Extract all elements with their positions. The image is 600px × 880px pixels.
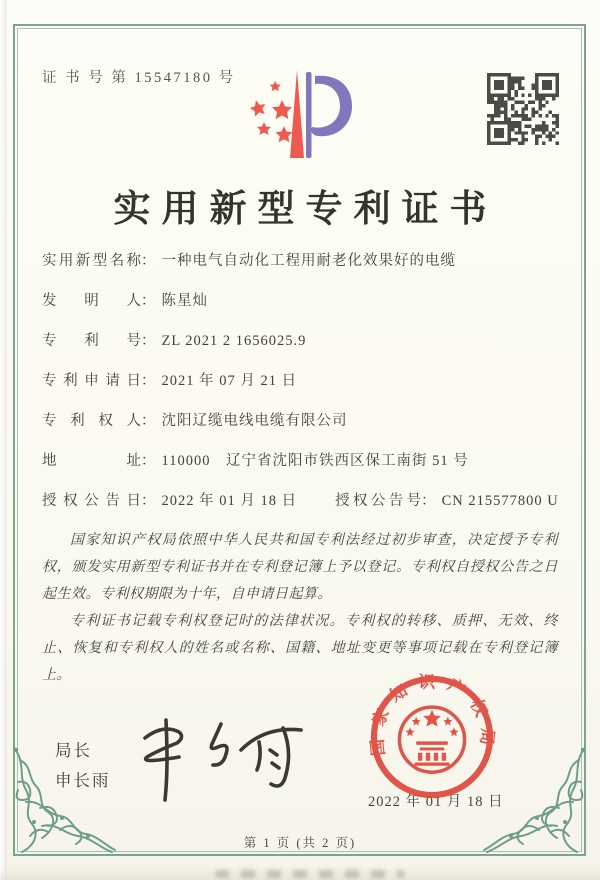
field-patent-number xyxy=(42,333,564,349)
certificate-number: 证 书 号 第 15547180 号 xyxy=(42,70,236,86)
field-value: 陈星灿 xyxy=(161,293,208,309)
page-number: 第 1 页 (共 2 页) xyxy=(243,836,357,850)
field-colon: ： xyxy=(141,493,156,509)
field-value: 沈阳辽缆电线电缆有限公司 xyxy=(161,413,348,429)
field-value: 一种电气自动化工程用耐老化效果好的电缆 xyxy=(161,253,456,269)
seal-date: 2022 年 01 月 18 日 xyxy=(368,794,504,810)
field-grant-row xyxy=(42,493,564,509)
director-title: 局长 xyxy=(55,741,92,760)
field-application-date xyxy=(42,373,564,389)
cnipa-logo-icon xyxy=(240,60,360,170)
field-colon: ： xyxy=(141,373,156,389)
field-label: 专利权人 xyxy=(42,413,141,429)
qr-code xyxy=(487,73,559,145)
seal-ring-text: 国家知识产权局 xyxy=(366,672,498,757)
field-colon: ： xyxy=(141,453,156,469)
field-label: 专利号 xyxy=(42,333,141,349)
field-inventor xyxy=(42,293,564,309)
field-label: 授权公告号 xyxy=(335,493,422,509)
certificate-title: 实用新型专利证书 xyxy=(113,189,498,230)
legal-paragraph-1: 国家知识产权局依照中华人民共和国专利法经过初步审查，决定授予专利权，颁发实用新型专利证书并在专利登记簿上予以登记。专利权自授权公告之日起生效。专利权期限为十年，自申请日起算。 xyxy=(42,533,558,602)
field-colon: ： xyxy=(141,413,156,429)
director-name: 申长雨 xyxy=(55,771,111,790)
director-signature xyxy=(133,712,323,807)
field-value: 2021 年 07 月 21 日 xyxy=(161,373,298,389)
field-colon: ： xyxy=(141,333,156,349)
field-patentee xyxy=(42,413,564,429)
field-label: 授权公告日 xyxy=(42,493,141,509)
field-value: ZL 2021 2 1656025.9 xyxy=(161,333,307,349)
next-page-ghost xyxy=(215,870,405,878)
national-emblem-icon xyxy=(399,707,464,772)
field-label: 实用新型名称 xyxy=(42,253,141,269)
director-signoff xyxy=(55,736,111,796)
field-colon: ： xyxy=(141,253,156,269)
official-seal xyxy=(366,671,498,803)
field-value: 2022 年 01 月 18 日 xyxy=(161,493,298,509)
field-utility-model-name xyxy=(42,253,564,269)
field-value: CN 215577800 U xyxy=(441,493,559,509)
legal-paragraph-2: 专利证书记载专利权登记时的法律状况。专利权的转移、质押、无效、终止、恢复和专利权人的姓名或名称、国籍、地址变更等事项记载在专利登记簿上。 xyxy=(42,614,558,683)
field-label: 发明人 xyxy=(42,293,141,309)
field-colon: ： xyxy=(141,293,156,309)
field-address xyxy=(42,453,564,469)
field-value: 110000 辽宁省沈阳市铁西区保工南街 51 号 xyxy=(161,453,469,469)
legal-text xyxy=(42,527,558,689)
field-label: 地址 xyxy=(42,453,141,469)
field-label: 专利申请日 xyxy=(42,373,141,389)
photo-left-edge xyxy=(0,0,7,880)
field-list xyxy=(42,253,564,533)
field-colon: ： xyxy=(421,493,436,509)
